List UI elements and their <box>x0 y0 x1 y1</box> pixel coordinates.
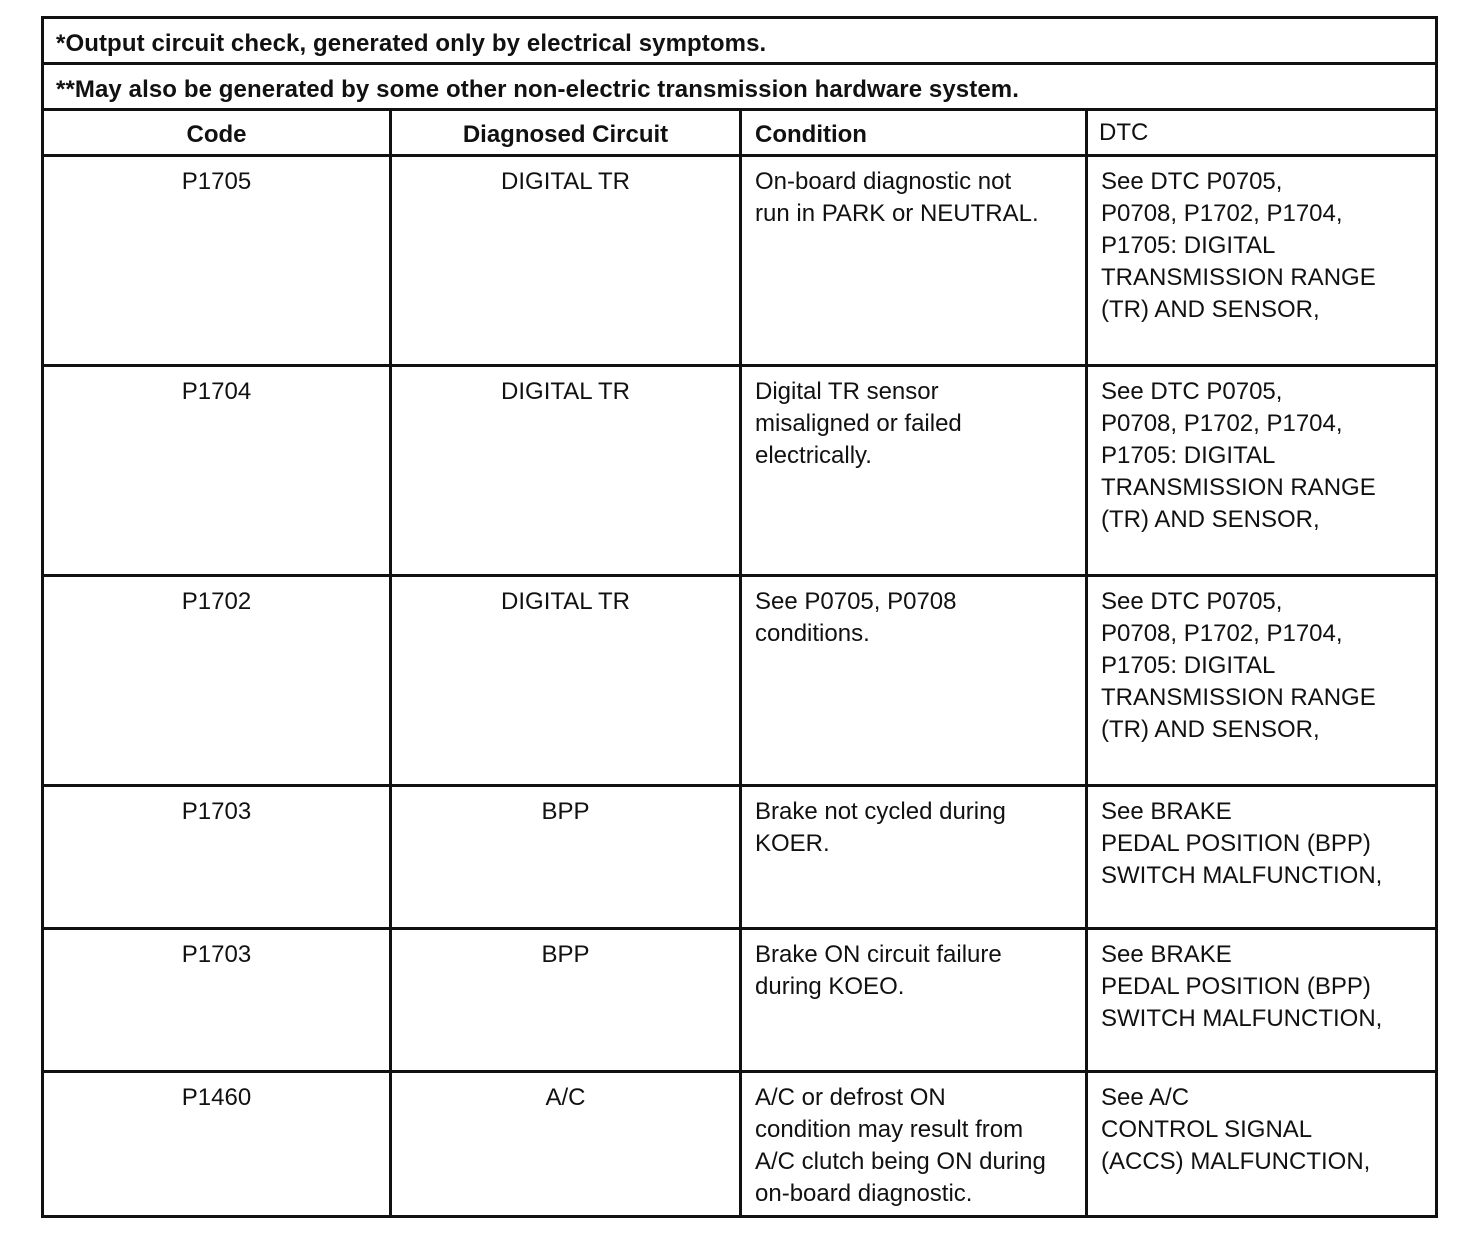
circuit-cell: DIGITAL TR <box>391 366 741 576</box>
condition-cell <box>741 786 1087 929</box>
table-row <box>43 366 1437 576</box>
dtc-cell <box>1087 576 1437 786</box>
note-row-1 <box>43 18 1437 64</box>
dtc-line: (TR) AND SENSOR, <box>1101 296 1320 323</box>
dtc-line: See DTC P0705, <box>1101 168 1283 195</box>
condition-line: See P0705, P0708 <box>755 588 957 615</box>
dtc-line: TRANSMISSION RANGE <box>1101 264 1376 291</box>
dtc-line: (ACCS) MALFUNCTION, <box>1101 1148 1371 1175</box>
dtc-cell <box>1087 1072 1437 1217</box>
dtc-line: P1705: DIGITAL <box>1101 652 1276 679</box>
condition-cell <box>741 1072 1087 1217</box>
dtc-line: PEDAL POSITION (BPP) <box>1101 830 1371 857</box>
condition-cell <box>741 929 1087 1072</box>
table-row <box>43 1072 1437 1217</box>
condition-line: on-board diagnostic. <box>755 1180 973 1207</box>
dtc-cell <box>1087 929 1437 1072</box>
condition-cell <box>741 156 1087 366</box>
header-row <box>43 110 1437 156</box>
dtc-line: PEDAL POSITION (BPP) <box>1101 973 1371 1000</box>
dtc-line: P0708, P1702, P1704, <box>1101 620 1343 647</box>
circuit-cell: DIGITAL TR <box>391 156 741 366</box>
circuit-cell: A/C <box>391 1072 741 1217</box>
dtc-line: TRANSMISSION RANGE <box>1101 474 1376 501</box>
code-cell: P1704 <box>43 366 391 576</box>
code-cell: P1703 <box>43 929 391 1072</box>
dtc-line: (TR) AND SENSOR, <box>1101 716 1320 743</box>
dtc-line: See DTC P0705, <box>1101 378 1283 405</box>
table-row <box>43 156 1437 366</box>
dtc-line: See BRAKE <box>1101 941 1232 968</box>
circuit-cell: BPP <box>391 786 741 929</box>
condition-line: run in PARK or NEUTRAL. <box>755 200 1039 227</box>
dtc-line: SWITCH MALFUNCTION, <box>1101 862 1383 889</box>
dtc-line: See BRAKE <box>1101 798 1232 825</box>
table-row <box>43 786 1437 929</box>
dtc-line: P0708, P1702, P1704, <box>1101 410 1343 437</box>
condition-line: electrically. <box>755 442 872 469</box>
condition-line: On-board diagnostic not <box>755 168 1012 195</box>
condition-line: Brake ON circuit failure <box>755 941 1002 968</box>
dtc-cell <box>1087 786 1437 929</box>
header-dtc: DTC <box>1087 110 1437 156</box>
condition-line: A/C or defrost ON <box>755 1084 946 1111</box>
header-diagnosed-circuit: Diagnosed Circuit <box>391 110 741 156</box>
note-row-2 <box>43 64 1437 110</box>
note-output-circuit: *Output circuit check, generated only by electrical symptoms. <box>43 18 1437 64</box>
header-code: Code <box>43 110 391 156</box>
code-cell: P1705 <box>43 156 391 366</box>
dtc-line: (TR) AND SENSOR, <box>1101 506 1320 533</box>
table-row <box>43 576 1437 786</box>
dtc-line: P0708, P1702, P1704, <box>1101 200 1343 227</box>
dtc-line: P1705: DIGITAL <box>1101 442 1276 469</box>
condition-line: during KOEO. <box>755 973 905 1000</box>
condition-line: Digital TR sensor <box>755 378 939 405</box>
code-cell: P1702 <box>43 576 391 786</box>
dtc-line: See A/C <box>1101 1084 1190 1111</box>
dtc-line: P1705: DIGITAL <box>1101 232 1276 259</box>
header-condition: Condition <box>741 110 1087 156</box>
code-cell: P1703 <box>43 786 391 929</box>
dtc-table-sheet <box>41 16 1435 1224</box>
condition-line: Brake not cycled during <box>755 798 1006 825</box>
note-non-electric: **May also be generated by some other non-electric transmission hardware system. <box>43 64 1437 110</box>
dtc-table <box>41 16 1438 1218</box>
circuit-cell: DIGITAL TR <box>391 576 741 786</box>
condition-line: KOER. <box>755 830 830 857</box>
dtc-cell <box>1087 366 1437 576</box>
dtc-cell <box>1087 156 1437 366</box>
dtc-line: TRANSMISSION RANGE <box>1101 684 1376 711</box>
table-row <box>43 929 1437 1072</box>
dtc-line: CONTROL SIGNAL <box>1101 1116 1313 1143</box>
condition-cell <box>741 366 1087 576</box>
dtc-line: See DTC P0705, <box>1101 588 1283 615</box>
condition-line: condition may result from <box>755 1116 1024 1143</box>
condition-cell <box>741 576 1087 786</box>
condition-line: A/C clutch being ON during <box>755 1148 1046 1175</box>
dtc-line: SWITCH MALFUNCTION, <box>1101 1005 1383 1032</box>
code-cell: P1460 <box>43 1072 391 1217</box>
condition-line: misaligned or failed <box>755 410 962 437</box>
circuit-cell: BPP <box>391 929 741 1072</box>
condition-line: conditions. <box>755 620 870 647</box>
